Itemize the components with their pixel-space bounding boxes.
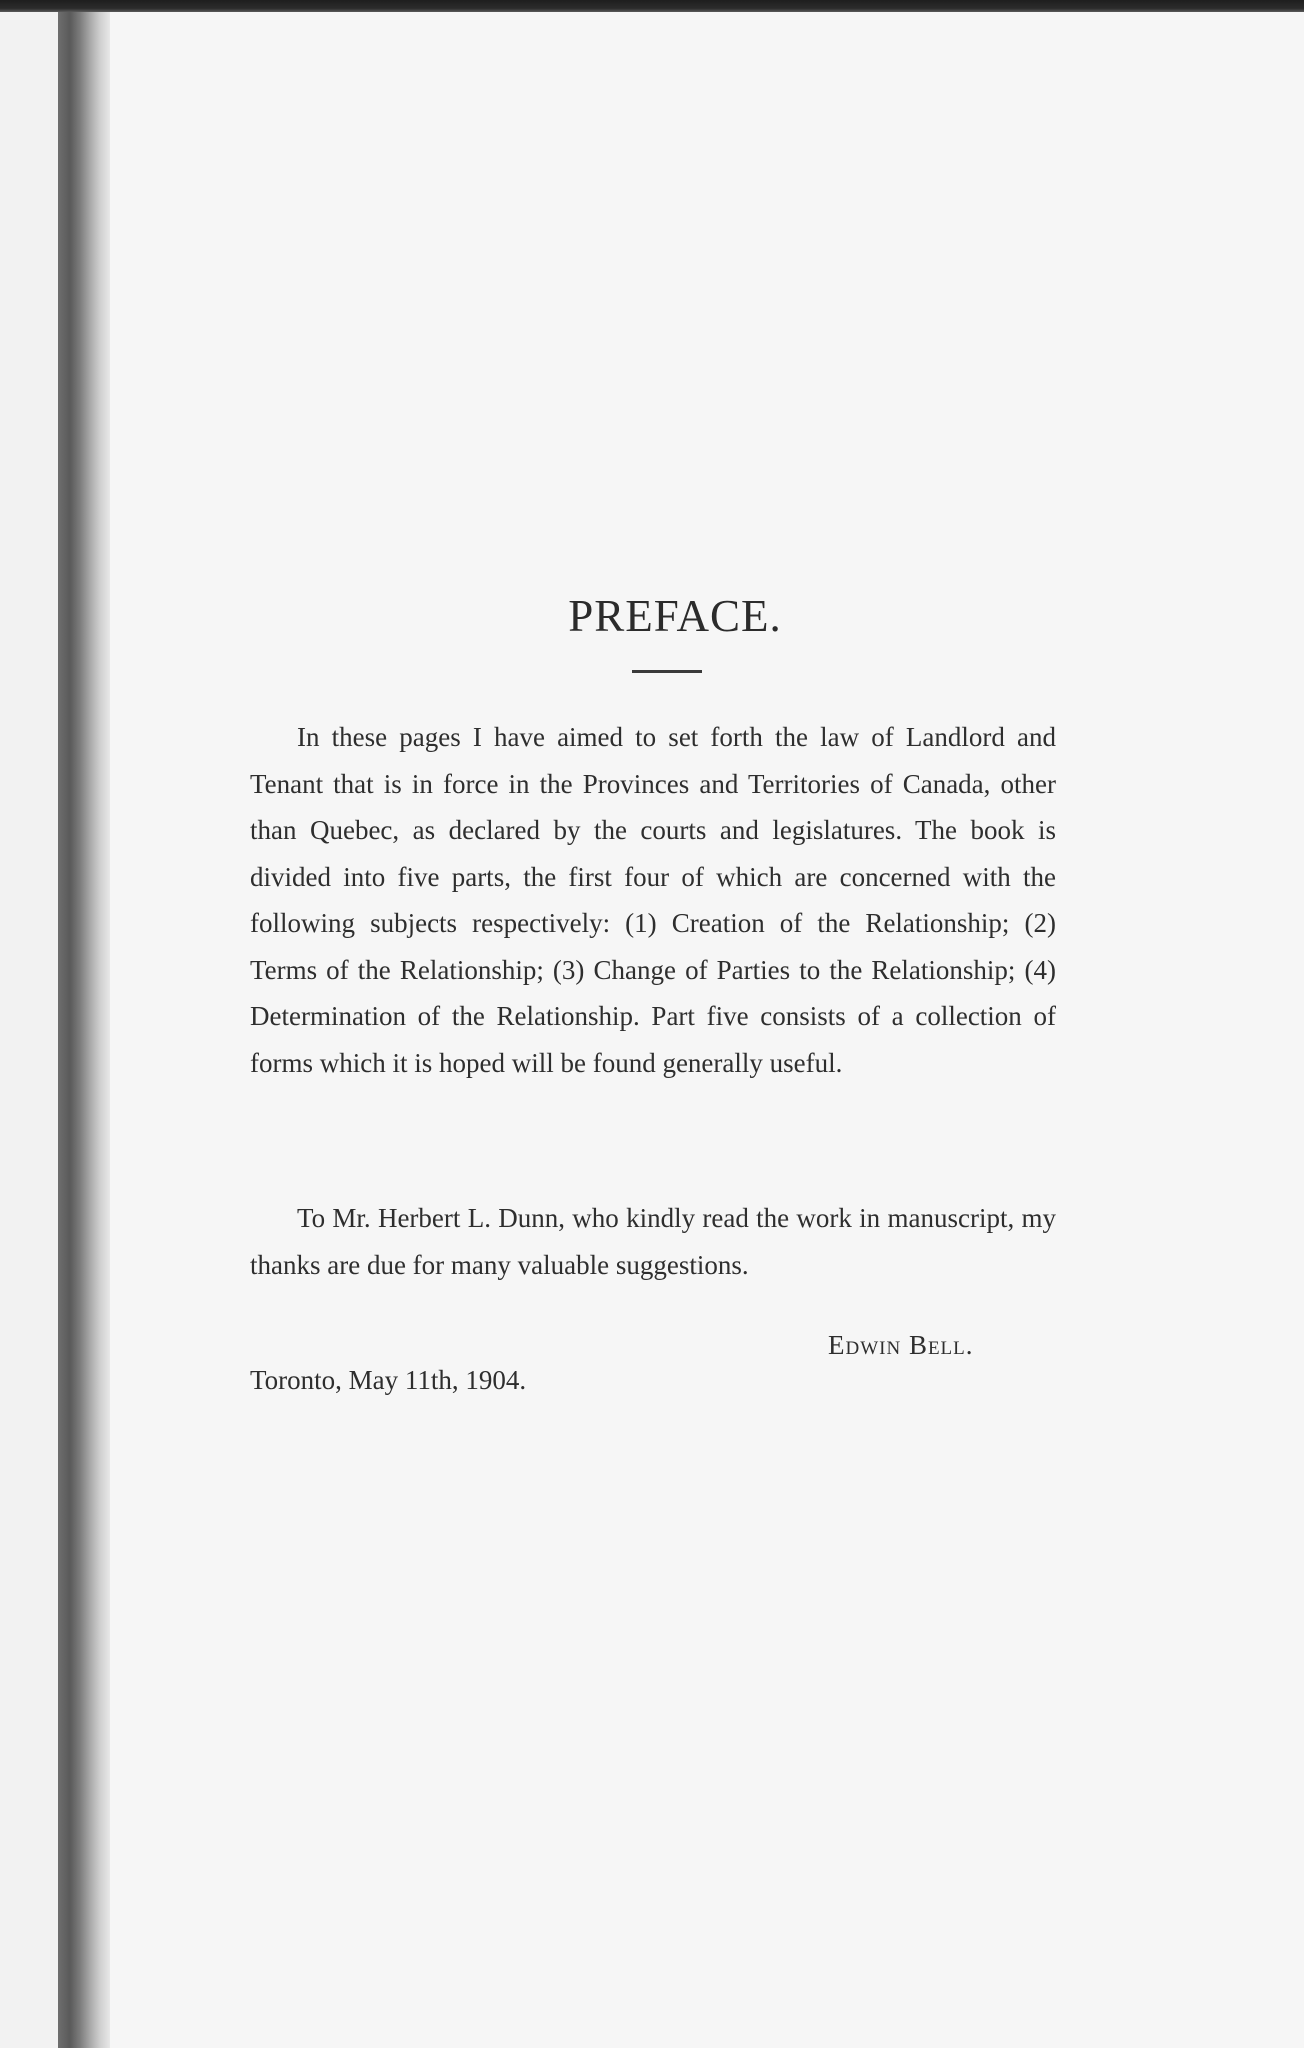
scan-top-edge [0,0,1304,12]
book-page [110,12,1304,2048]
preface-paragraph-1: In these pages I have aimed to set forth the law of Landlord and Tenant that is in force in the Provinces and Territories of Canada, other than Quebec, as declared by the courts and legislatures. The book is divided into five parts, the first four of which are concerned with the following subjects respectively: (1) Creation of the Relationship; (2) Terms of the Relationship; (3) Change of Parties to the Relationship; (4) Determination of the Relationship. Part five consists of a collection of forms which it is hoped will be found generally useful. [250,722,1056,1078]
page-title: PREFACE. [568,591,782,641]
dateline: Toronto, May 11th, 1904. [250,1365,527,1395]
preface-paragraph-2: To Mr. Herbert L. Dunn, who kindly read the work in manuscript, my thanks are due for many valuable suggestions. [250,1203,1056,1280]
author-signature: Edwin Bell. [828,1330,974,1360]
book-gutter-shadow [58,12,110,2048]
title-rule [632,670,702,673]
scan-left-margin [0,12,58,2048]
